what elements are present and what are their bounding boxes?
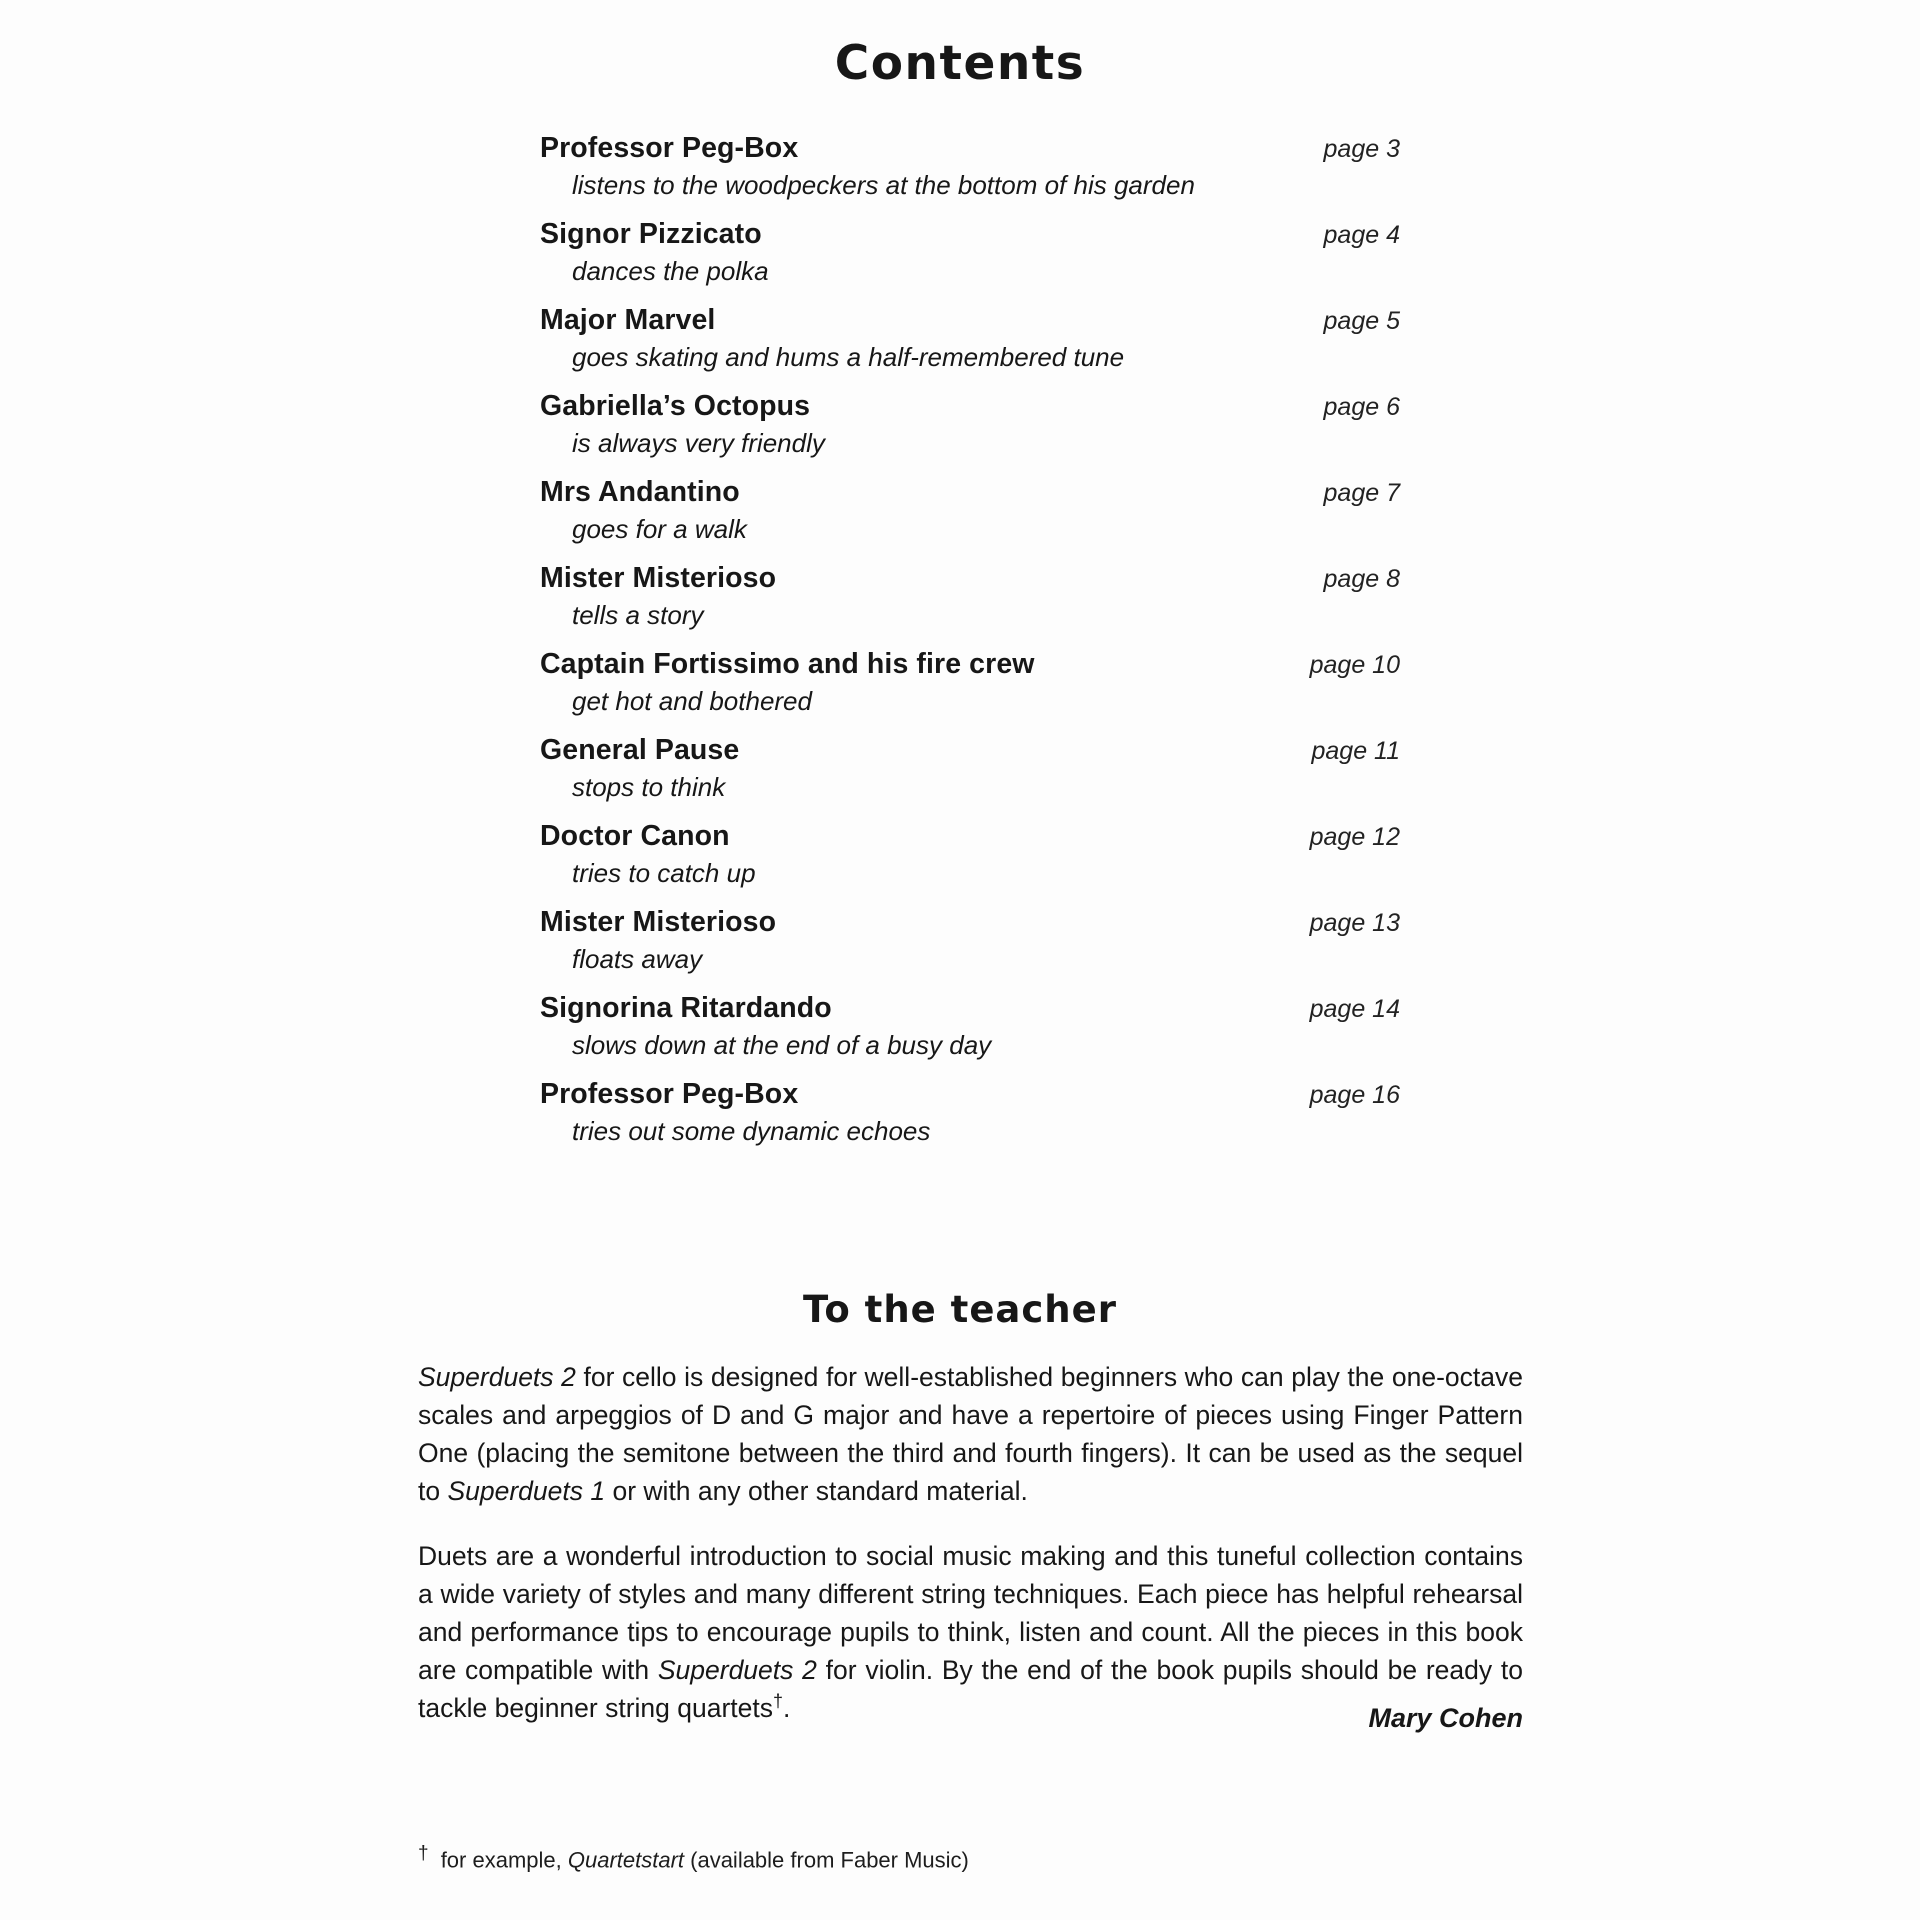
table-of-contents xyxy=(540,132,1400,1164)
toc-entry-subtitle: get hot and bothered xyxy=(572,686,812,716)
toc-entry-page: page 4 xyxy=(1323,221,1400,249)
toc-entry-title: Signorina Ritardando xyxy=(540,992,832,1024)
toc-entry-page: page 6 xyxy=(1323,393,1400,421)
toc-entry[interactable] xyxy=(540,390,1400,459)
toc-entry[interactable] xyxy=(540,218,1400,287)
toc-entry-page: page 16 xyxy=(1309,1081,1400,1109)
toc-entry-page: page 12 xyxy=(1309,823,1400,851)
toc-entry-page: page 10 xyxy=(1309,651,1400,679)
toc-entry[interactable] xyxy=(540,562,1400,631)
contents-heading: Contents xyxy=(834,36,1086,91)
to-the-teacher-body xyxy=(418,1358,1523,1753)
toc-entry-title: Doctor Canon xyxy=(540,820,730,852)
footnote-text-2: (available from Faber Music) xyxy=(684,1847,969,1873)
toc-entry-subtitle: dances the polka xyxy=(572,256,769,286)
toc-entry-page: page 5 xyxy=(1323,307,1400,335)
toc-entry-page: page 13 xyxy=(1309,909,1400,937)
toc-entry-subtitle: goes skating and hums a half-remembered tune xyxy=(572,342,1125,372)
toc-entry-subtitle: floats away xyxy=(572,944,703,974)
toc-entry-title: Signor Pizzicato xyxy=(540,218,762,250)
teacher-paragraph-1 xyxy=(418,1358,1523,1511)
toc-entry-title: Mister Misterioso xyxy=(540,906,777,938)
toc-entry-subtitle: listens to the woodpeckers at the bottom of his garden xyxy=(572,170,1195,200)
toc-entry-subtitle: tries to catch up xyxy=(572,858,756,888)
toc-entry[interactable] xyxy=(540,906,1400,975)
toc-entry[interactable] xyxy=(540,304,1400,373)
teacher-p2-title-1: Superduets 2 xyxy=(657,1655,817,1686)
author-signature: Mary Cohen xyxy=(1368,1703,1523,1733)
to-the-teacher-heading: To the teacher xyxy=(803,1288,1117,1331)
toc-entry-title: Mister Misterioso xyxy=(540,562,777,594)
teacher-paragraph-2 xyxy=(418,1537,1523,1728)
teacher-p2-text-2: for violin. By the end of the book pupils should be ready to tackle beginner string quartets xyxy=(418,1655,1523,1724)
toc-entry-title: Gabriella’s Octopus xyxy=(540,390,811,422)
toc-entry-title: Mrs Andantino xyxy=(540,476,740,508)
toc-entry[interactable] xyxy=(540,820,1400,889)
toc-entry-page: page 7 xyxy=(1323,479,1400,507)
dagger-marker: † xyxy=(773,1691,784,1712)
toc-entry[interactable] xyxy=(540,648,1400,717)
toc-entry-subtitle: slows down at the end of a busy day xyxy=(572,1030,992,1060)
footnote-title: Quartetstart xyxy=(567,1847,685,1873)
toc-entry-subtitle: tells a story xyxy=(572,600,704,630)
teacher-p1-title-2: Superduets 1 xyxy=(447,1476,606,1507)
toc-entry-subtitle: goes for a walk xyxy=(572,514,747,544)
toc-entry-page: page 8 xyxy=(1323,565,1400,593)
toc-entry-page: page 11 xyxy=(1311,737,1400,765)
teacher-p1-title-1: Superduets 2 xyxy=(418,1362,576,1392)
footnote xyxy=(418,1843,1523,1873)
teacher-p2-text-3: . xyxy=(783,1693,791,1724)
footnote-text-1: for example, xyxy=(434,1847,568,1873)
toc-entry-title: Captain Fortissimo and his fire crew xyxy=(540,648,1035,680)
teacher-p1-text-1: for cello is designed for well-established beginners who can play the one-octave scales and arpeggios of D and G major and have a repertoire of pieces using Finger Pattern One (placing the semitone between the third and fourth fingers). It can be used as the sequel to xyxy=(418,1362,1523,1507)
toc-entry-page: page 3 xyxy=(1323,135,1400,163)
teacher-p2-text-1: Duets are a wonderful introduction to social music making and this tuneful collection contains a wide variety of styles and many different string techniques. Each piece has helpful rehearsal and performance tips to encourage pupils to think, listen and count. All the pieces in this book are compatible with xyxy=(418,1540,1523,1686)
toc-entry[interactable] xyxy=(540,476,1400,545)
toc-entry-subtitle: stops to think xyxy=(572,772,726,802)
teacher-p1-text-2: or with any other standard material. xyxy=(605,1476,1028,1507)
footnote-dagger-icon: † xyxy=(418,1843,429,1864)
toc-entry-title: Professor Peg-Box xyxy=(540,132,799,164)
toc-entry-title: Professor Peg-Box xyxy=(540,1078,799,1110)
toc-entry-subtitle: tries out some dynamic echoes xyxy=(572,1116,931,1146)
toc-entry[interactable] xyxy=(540,1078,1400,1147)
toc-entry[interactable] xyxy=(540,132,1400,201)
toc-entry-title: Major Marvel xyxy=(540,304,716,336)
toc-entry[interactable] xyxy=(540,734,1400,803)
toc-entry-subtitle: is always very friendly xyxy=(572,428,825,458)
toc-entry-title: General Pause xyxy=(540,734,740,766)
toc-entry[interactable] xyxy=(540,992,1400,1061)
toc-entry-page: page 14 xyxy=(1309,995,1400,1023)
